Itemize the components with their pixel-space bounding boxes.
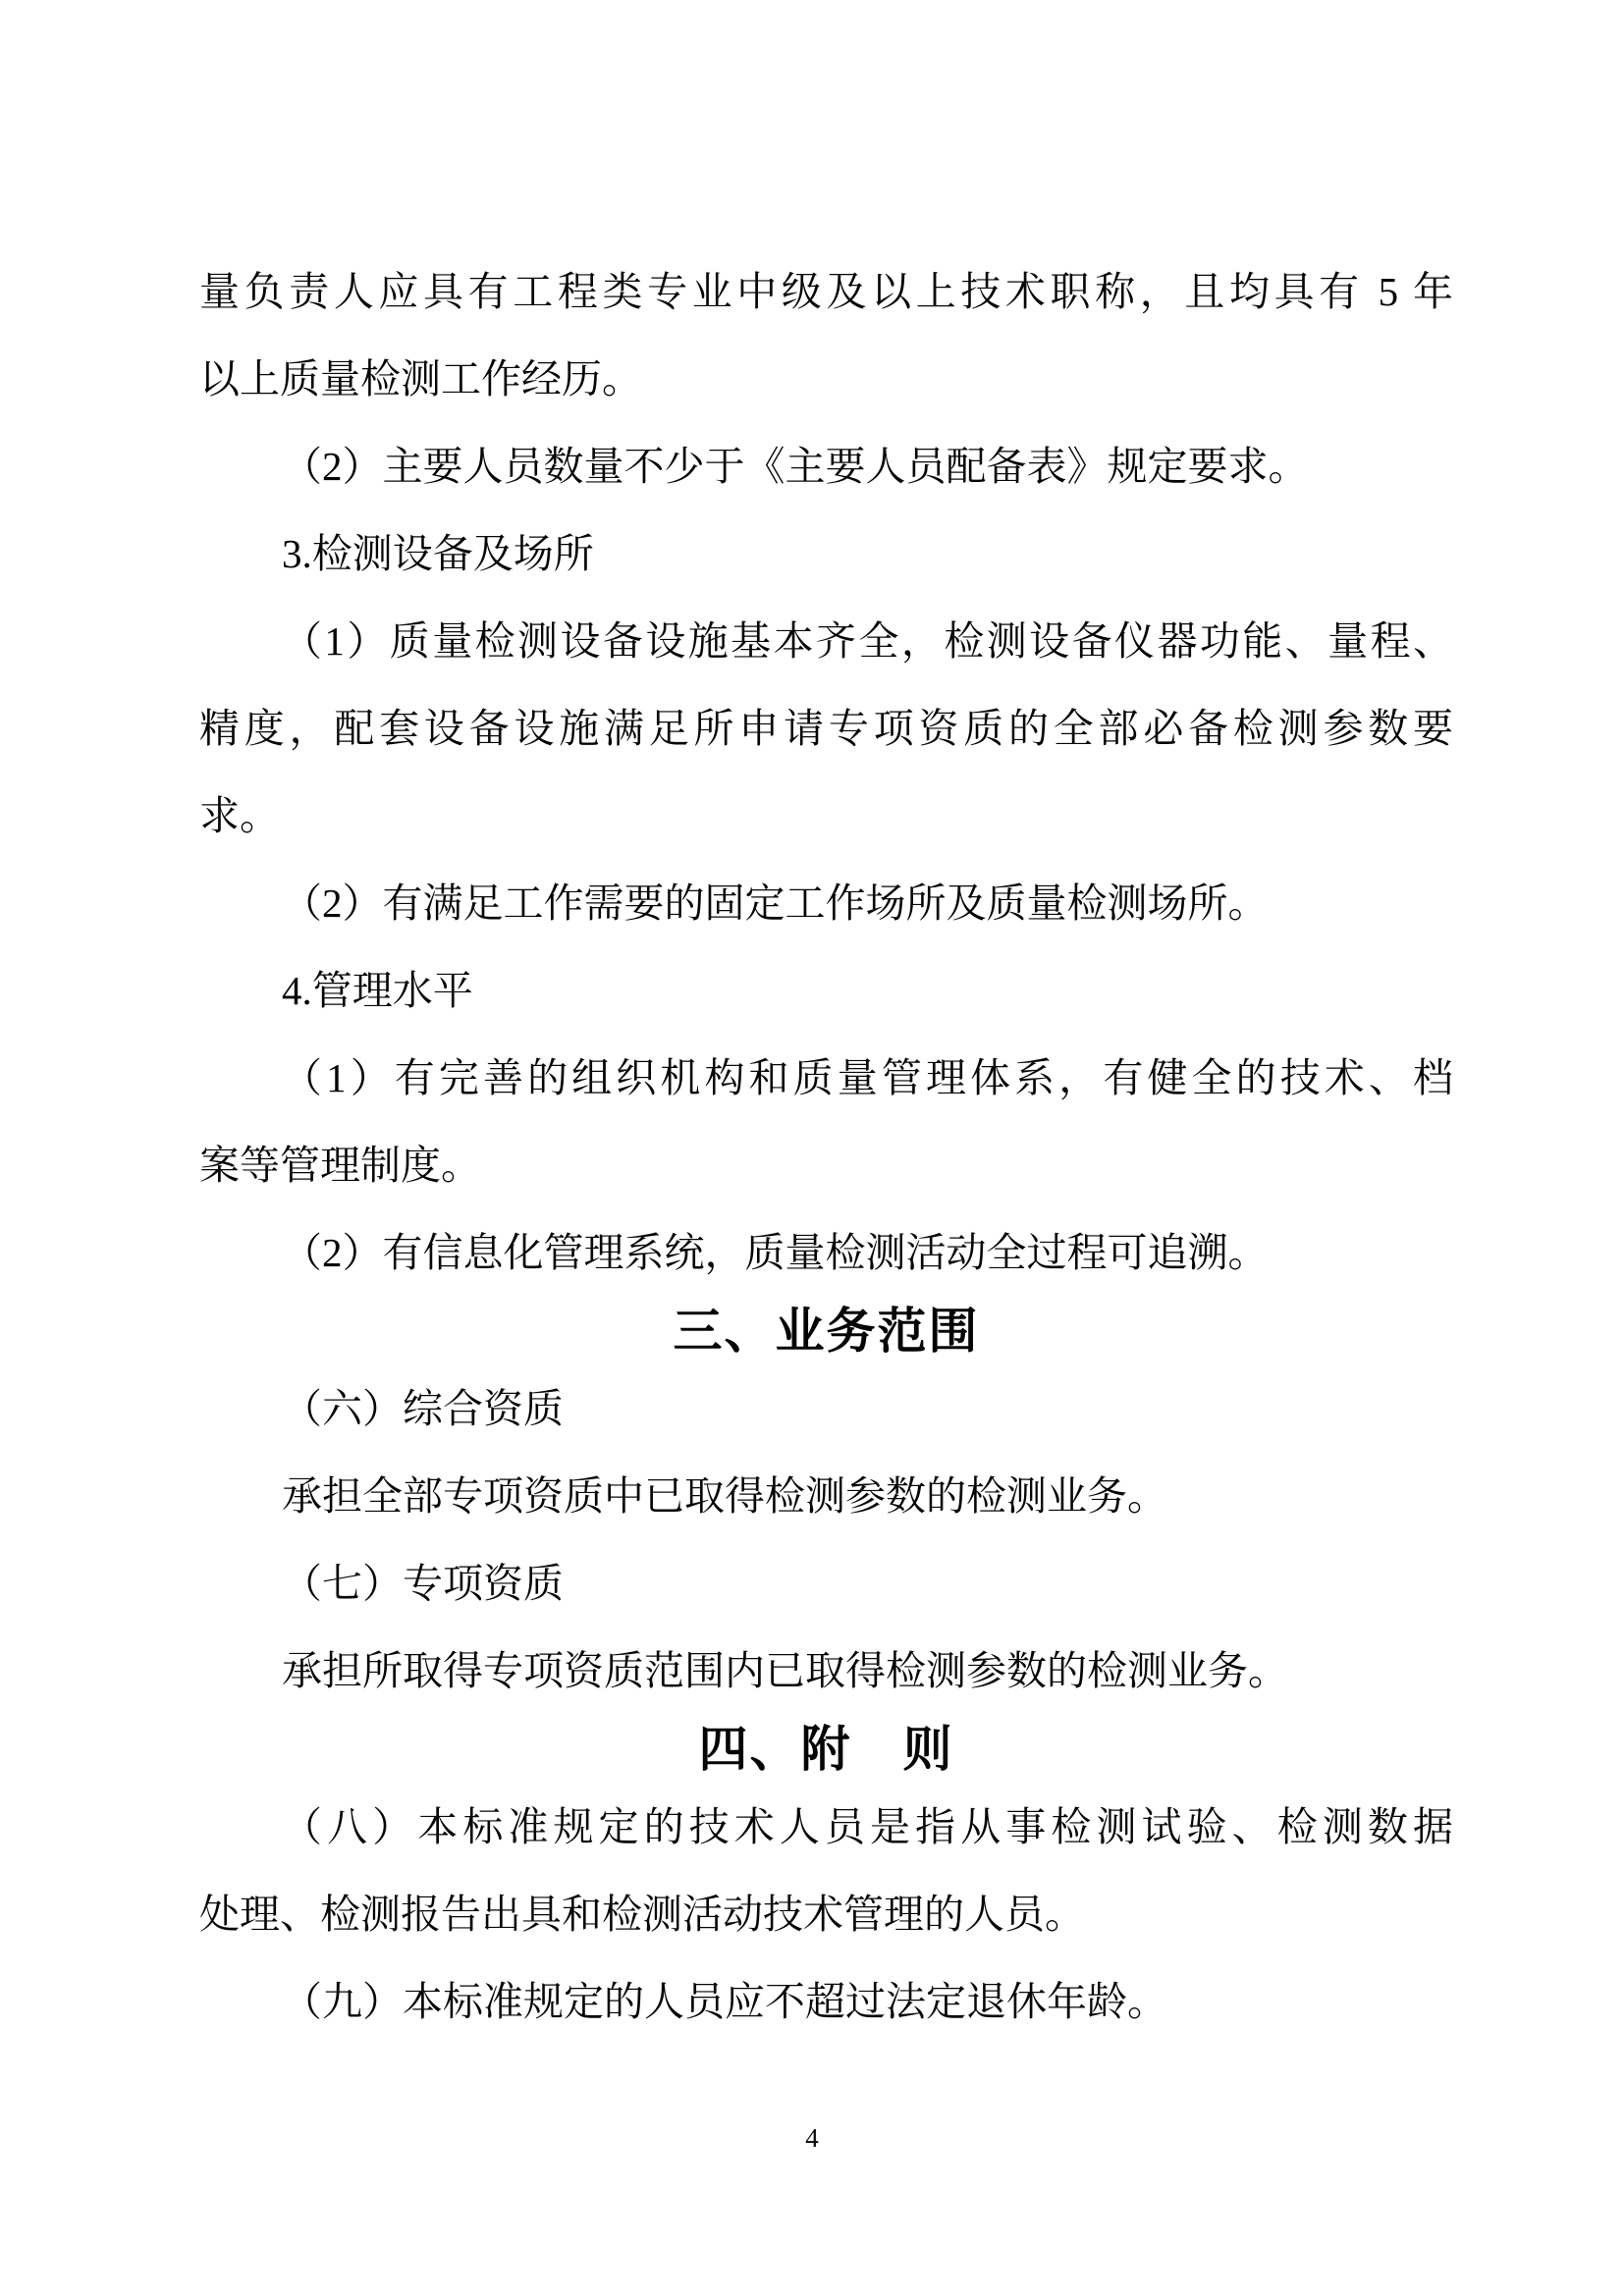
document-line: 3.检测设备及场所 (282, 531, 594, 576)
document-line: （2）有满足工作需要的固定工作场所及质量检测场所。 (282, 881, 1269, 926)
document-line: （六）综合资质 (282, 1386, 564, 1431)
document-body (199, 248, 1453, 2046)
document-line: （2）主要人员数量不少于《主要人员配备表》规定要求。 (282, 444, 1309, 489)
document-line: 量负责人应具有工程类专业中级及以上技术职称，且均具有 5 年 (199, 269, 1453, 314)
document-line: （2）有信息化管理系统，质量检测活动全过程可追溯。 (282, 1230, 1269, 1275)
document-line: 承担全部专项资质中已取得检测参数的检测业务。 (282, 1473, 1167, 1519)
document-line: 求。 (199, 793, 280, 838)
section-heading: 四、附 则 (698, 1722, 954, 1777)
document-line: （八）本标准规定的技术人员是指从事检测试验、检测数据 (282, 1804, 1453, 1849)
section-heading: 三、业务范围 (673, 1304, 980, 1359)
document-line: 以上质量检测工作经历。 (199, 356, 642, 401)
document-line: 处理、检测报告出具和检测活动技术管理的人员。 (199, 1892, 1085, 1937)
page-number: 4 (805, 2123, 819, 2153)
document-line: 4.管理水平 (282, 968, 473, 1013)
document-line: （1）质量检测设备设施基本齐全，检测设备仪器功能、量程、 (282, 618, 1453, 664)
document-line: 承担所取得专项资质范围内已取得检测参数的检测业务。 (282, 1648, 1288, 1693)
document-line: （七）专项资质 (282, 1561, 564, 1606)
document-line: （1）有完善的组织机构和质量管理体系，有健全的技术、档 (282, 1055, 1453, 1100)
document-line: （九）本标准规定的人员应不超过法定退休年龄。 (282, 1979, 1167, 2024)
document-line: 案等管理制度。 (199, 1143, 481, 1188)
document-line: 精度，配套设备设施满足所申请专项资质的全部必备检测参数要 (199, 706, 1453, 751)
